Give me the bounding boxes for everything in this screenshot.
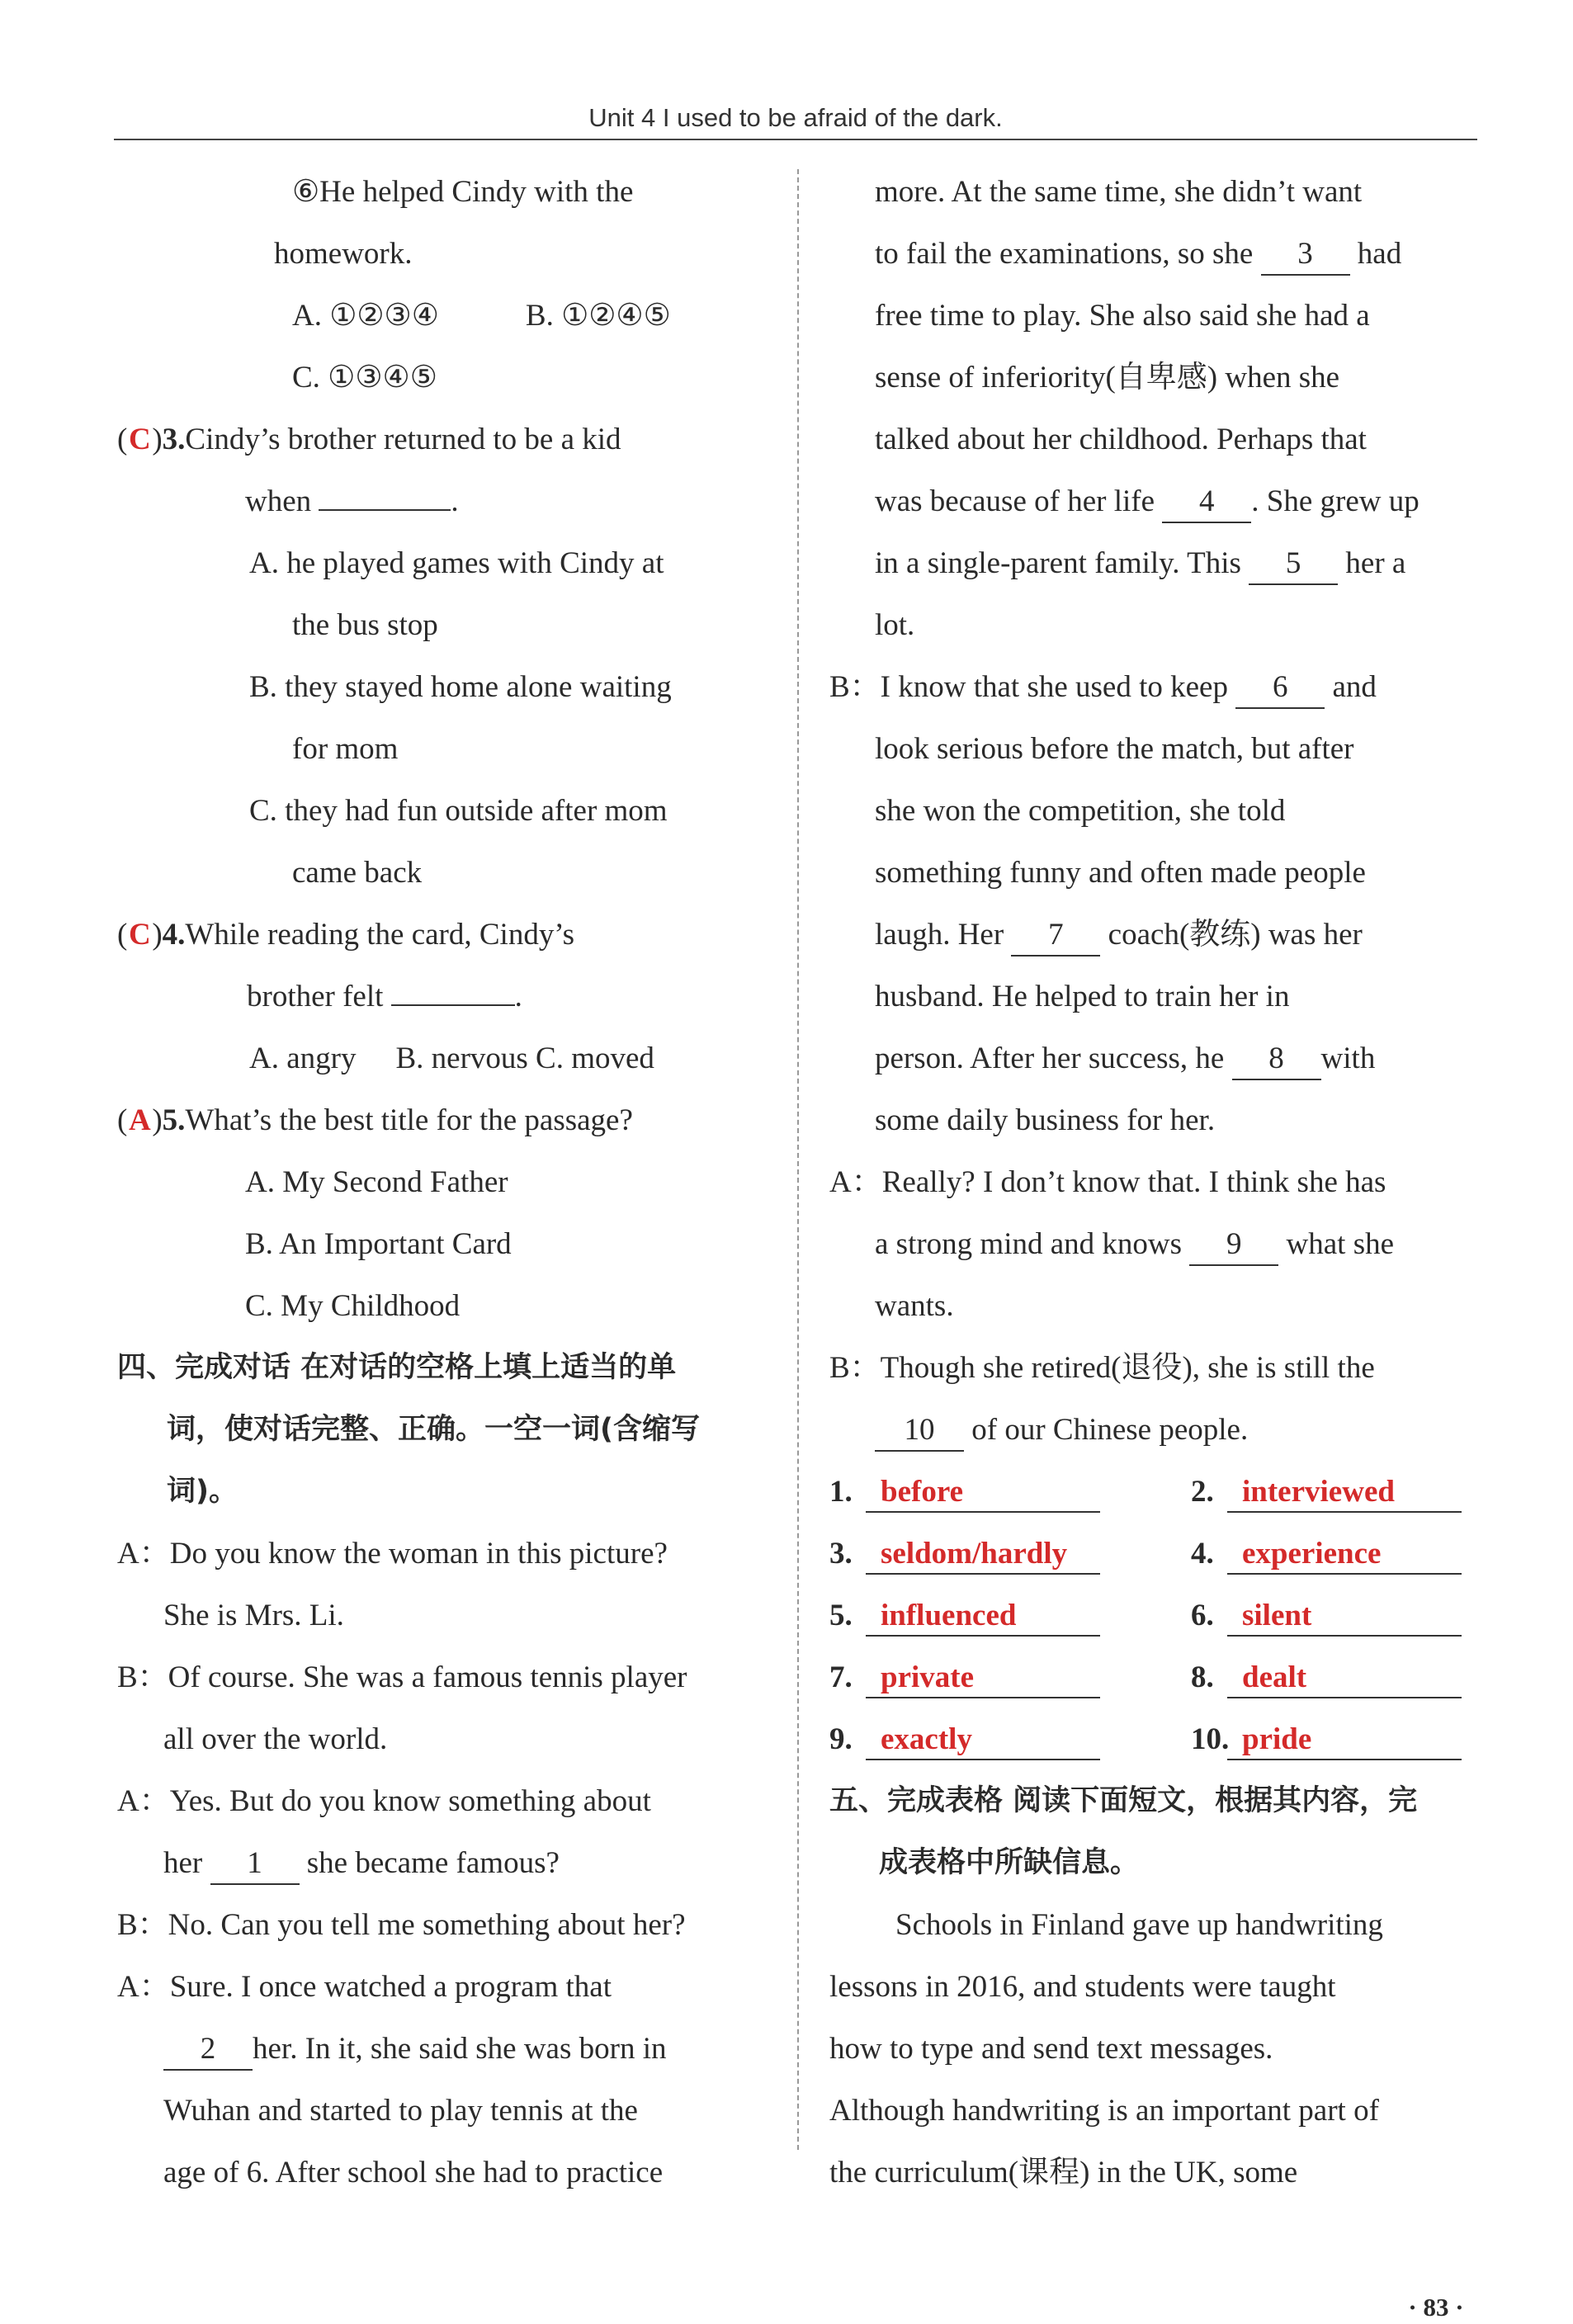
q5-option-b: B. An Important Card <box>245 1227 512 1261</box>
q2-option-6-text: ⑥He helped Cindy with the <box>292 175 634 209</box>
right-line-6-post: . She grew up <box>1251 484 1419 518</box>
answer-4-word: experience <box>1227 1535 1462 1575</box>
answer-5-word: influenced <box>866 1597 1100 1637</box>
answer-1-word: before <box>866 1473 1100 1513</box>
blank-5: 5 <box>1249 544 1338 585</box>
blank-2: 2 <box>163 2029 253 2071</box>
section-4-title-cont: 词，使对话完整、正确。一空一词(含缩写 <box>167 1413 700 1446</box>
q3-option-a: A. he played games with Cindy at <box>249 546 664 580</box>
right-line-10: look serious before the match, but after <box>875 732 1354 766</box>
q3-blank <box>319 509 451 511</box>
answer-8-num: 8. <box>1191 1660 1214 1694</box>
right-line-21 <box>829 1399 1480 1461</box>
right-line-2 <box>829 223 1480 285</box>
right-line-5: talked about her childhood. Perhaps that <box>875 423 1367 456</box>
passage-line-5: the curriculum(课程) in the UK, some <box>829 2156 1298 2189</box>
dialog-line-1: A：Do you know the woman in this picture? <box>117 1537 668 1571</box>
q2-option-6-cont: homework. <box>274 237 413 271</box>
right-line-9-post: and <box>1332 670 1377 704</box>
q2-choice-b: B. ①②④⑤ <box>525 299 671 333</box>
answer-5-num: 5. <box>829 1599 853 1632</box>
right-line-3: free time to play. She also said she had a <box>875 299 1370 333</box>
q4-option-c: C. moved <box>536 1042 654 1075</box>
right-line-9-pre: B：I know that she used to keep <box>829 670 1228 704</box>
section-5-title: 五、完成表格 阅读下面短文，根据其内容，完 <box>829 1784 1418 1817</box>
answer-grid <box>829 1461 1480 1770</box>
answer-9-word: exactly <box>866 1721 1100 1760</box>
dialog-line-5-cont3: age of 6. After school she had to practice <box>163 2156 664 2189</box>
q3-option-c: C. they had fun outside after mom <box>249 794 668 828</box>
q3-option-a-cont: the bus stop <box>292 608 438 642</box>
q4-answer: C <box>128 918 151 952</box>
answer-7-num: 7. <box>829 1660 853 1694</box>
right-line-8: lot. <box>875 608 915 642</box>
right-line-18 <box>829 1213 1480 1275</box>
right-line-21-post: of our Chinese people. <box>971 1413 1249 1447</box>
answer-4 <box>1191 1523 1480 1585</box>
right-line-11: she won the competition, she told <box>875 794 1286 828</box>
answer-10-num: 10. <box>1191 1722 1230 1756</box>
q5-answer: A <box>128 1103 151 1137</box>
right-line-2-post: had <box>1357 237 1402 271</box>
q4-period: . <box>514 980 522 1013</box>
passage-line-2: lessons in 2016, and students were taught <box>829 1970 1336 2004</box>
q3-number: 3. <box>162 423 186 456</box>
answer-8-word: dealt <box>1227 1659 1462 1698</box>
right-line-15-post: with <box>1320 1042 1376 1075</box>
right-line-17: A：Really? I don’t know that. I think she has <box>829 1165 1386 1199</box>
right-line-7 <box>829 532 1480 594</box>
q2-choice-c: C. ①③④⑤ <box>292 361 437 394</box>
q5-number: 5. <box>162 1103 186 1137</box>
right-column <box>829 161 1480 2204</box>
blank-7: 7 <box>1011 915 1100 957</box>
blank-8: 8 <box>1232 1039 1321 1080</box>
dialog-line-2-cont: all over the world. <box>163 1722 388 1756</box>
answer-10 <box>1191 1708 1480 1770</box>
right-line-12: something funny and often made people <box>875 856 1366 890</box>
q5-option-a: A. My Second Father <box>245 1165 508 1199</box>
page-number: · 83 · <box>1408 2293 1464 2322</box>
blank-3: 3 <box>1261 234 1350 276</box>
q3-option-b-cont: for mom <box>292 732 399 766</box>
q5-stem: (A)5.What’s the best title for the passage? <box>117 1089 761 1151</box>
q3-stem-text: Cindy’s brother returned to be a kid <box>185 423 621 456</box>
answer-6-word: silent <box>1227 1597 1462 1637</box>
right-line-13 <box>829 904 1480 966</box>
q5-stem-text: What’s the best title for the passage? <box>185 1103 633 1137</box>
passage-line-1: Schools in Finland gave up handwriting <box>895 1908 1383 1942</box>
dialog-line-2: B：Of course. She was a famous tennis player <box>117 1660 687 1694</box>
right-line-4: sense of inferiority(自卑感) when she <box>875 361 1340 394</box>
answer-4-num: 4. <box>1191 1537 1214 1571</box>
right-line-7-post: her a <box>1345 546 1406 580</box>
q3-option-c-cont: came back <box>292 856 423 890</box>
answer-5 <box>829 1585 1191 1646</box>
dialog-5-rest: her. In it, she said she was born in <box>253 2032 667 2066</box>
q3-period: . <box>451 484 459 518</box>
blank-10: 10 <box>875 1410 964 1452</box>
answer-3-num: 3. <box>829 1537 853 1571</box>
left-column <box>117 161 761 2204</box>
q5-option-c: C. My Childhood <box>245 1289 461 1323</box>
q4-option-a: A. angry <box>249 1042 357 1075</box>
q2-option-6 <box>117 161 761 223</box>
blank-1: 1 <box>210 1844 300 1885</box>
q2-choices-ab <box>117 285 761 347</box>
right-line-2-pre: to fail the examinations, so she <box>875 237 1254 271</box>
passage-line-4: Although handwriting is an important part of <box>829 2094 1379 2128</box>
dialog-line-3: A：Yes. But do you know something about <box>117 1784 651 1818</box>
section-4-title: 四、完成对话 在对话的空格上填上适当的单 <box>117 1351 677 1384</box>
q4-number: 4. <box>162 918 186 952</box>
right-line-20: B：Though she retired(退役), she is still the <box>829 1351 1375 1385</box>
dialog-3-rest: she became famous? <box>306 1846 560 1880</box>
q4-stem-text: While reading the card, Cindy’s <box>185 918 575 952</box>
right-line-6-pre: was because of her life <box>875 484 1155 518</box>
answer-1-num: 1. <box>829 1475 853 1509</box>
answer-6 <box>1191 1585 1480 1646</box>
q3-stem: (C)3.Cindy’s brother returned to be a kid <box>117 409 761 470</box>
q2-choice-a: A. ①②③④ <box>292 299 439 333</box>
blank-6: 6 <box>1235 668 1325 709</box>
q4-option-b: B. nervous <box>395 1042 528 1075</box>
right-line-13-post: coach(教练) was her <box>1108 918 1363 952</box>
right-line-18-pre: a strong mind and knows <box>875 1227 1183 1261</box>
answer-2-num: 2. <box>1191 1475 1214 1509</box>
column-divider <box>797 169 799 2150</box>
q3-answer: C <box>128 423 151 456</box>
dialog-line-3-cont <box>117 1832 761 1894</box>
q4-stem-felt: brother felt <box>247 980 384 1013</box>
section-4-title-end: 词)。 <box>167 1475 238 1508</box>
q3-stem-when: when <box>245 484 312 518</box>
dialog-line-5-cont2: Wuhan and started to play tennis at the <box>163 2094 638 2128</box>
right-line-6 <box>829 470 1480 532</box>
answer-1 <box>829 1461 1191 1523</box>
q3-stem-cont <box>117 470 761 532</box>
right-line-13-pre: laugh. Her <box>875 918 1004 952</box>
blank-4: 4 <box>1162 482 1251 523</box>
answer-3 <box>829 1523 1191 1585</box>
answer-7 <box>829 1646 1191 1708</box>
dialog-line-5-cont <box>117 2018 761 2080</box>
passage-line-3: how to type and send text messages. <box>829 2032 1273 2066</box>
blank-9: 9 <box>1189 1225 1278 1266</box>
q4-options <box>117 1027 761 1089</box>
q3-option-b: B. they stayed home alone waiting <box>249 670 672 704</box>
q4-stem-cont <box>117 966 761 1027</box>
right-line-16: some daily business for her. <box>875 1103 1216 1137</box>
right-line-14: husband. He helped to train her in <box>875 980 1290 1013</box>
answer-2 <box>1191 1461 1480 1523</box>
answer-2-word: interviewed <box>1227 1473 1462 1513</box>
dialog-line-1-cont: She is Mrs. Li. <box>163 1599 344 1632</box>
right-line-15-pre: person. After her success, he <box>875 1042 1225 1075</box>
right-line-18-post: what she <box>1286 1227 1395 1261</box>
answer-9-num: 9. <box>829 1722 853 1756</box>
q4-stem: (C)4.While reading the card, Cindy’s <box>117 904 761 966</box>
right-line-9 <box>829 656 1480 718</box>
answer-8 <box>1191 1646 1480 1708</box>
answer-9 <box>829 1708 1191 1770</box>
section-5-title-cont: 成表格中所缺信息。 <box>879 1846 1140 1879</box>
right-line-7-pre: in a single-parent family. This <box>875 546 1241 580</box>
dialog-3-her: her <box>163 1846 203 1880</box>
right-line-19: wants. <box>875 1289 954 1323</box>
dialog-line-5: A：Sure. I once watched a program that <box>117 1970 612 2004</box>
right-line-1: more. At the same time, she didn’t want <box>875 175 1363 209</box>
answer-3-word: seldom/hardly <box>866 1535 1100 1575</box>
right-line-15 <box>829 1027 1480 1089</box>
answer-6-num: 6. <box>1191 1599 1214 1632</box>
running-header: Unit 4 I used to be afraid of the dark. <box>114 97 1477 140</box>
q4-blank <box>391 1004 515 1006</box>
answer-10-word: pride <box>1227 1721 1462 1760</box>
dialog-line-4: B：No. Can you tell me something about her? <box>117 1908 686 1942</box>
answer-7-word: private <box>866 1659 1100 1698</box>
